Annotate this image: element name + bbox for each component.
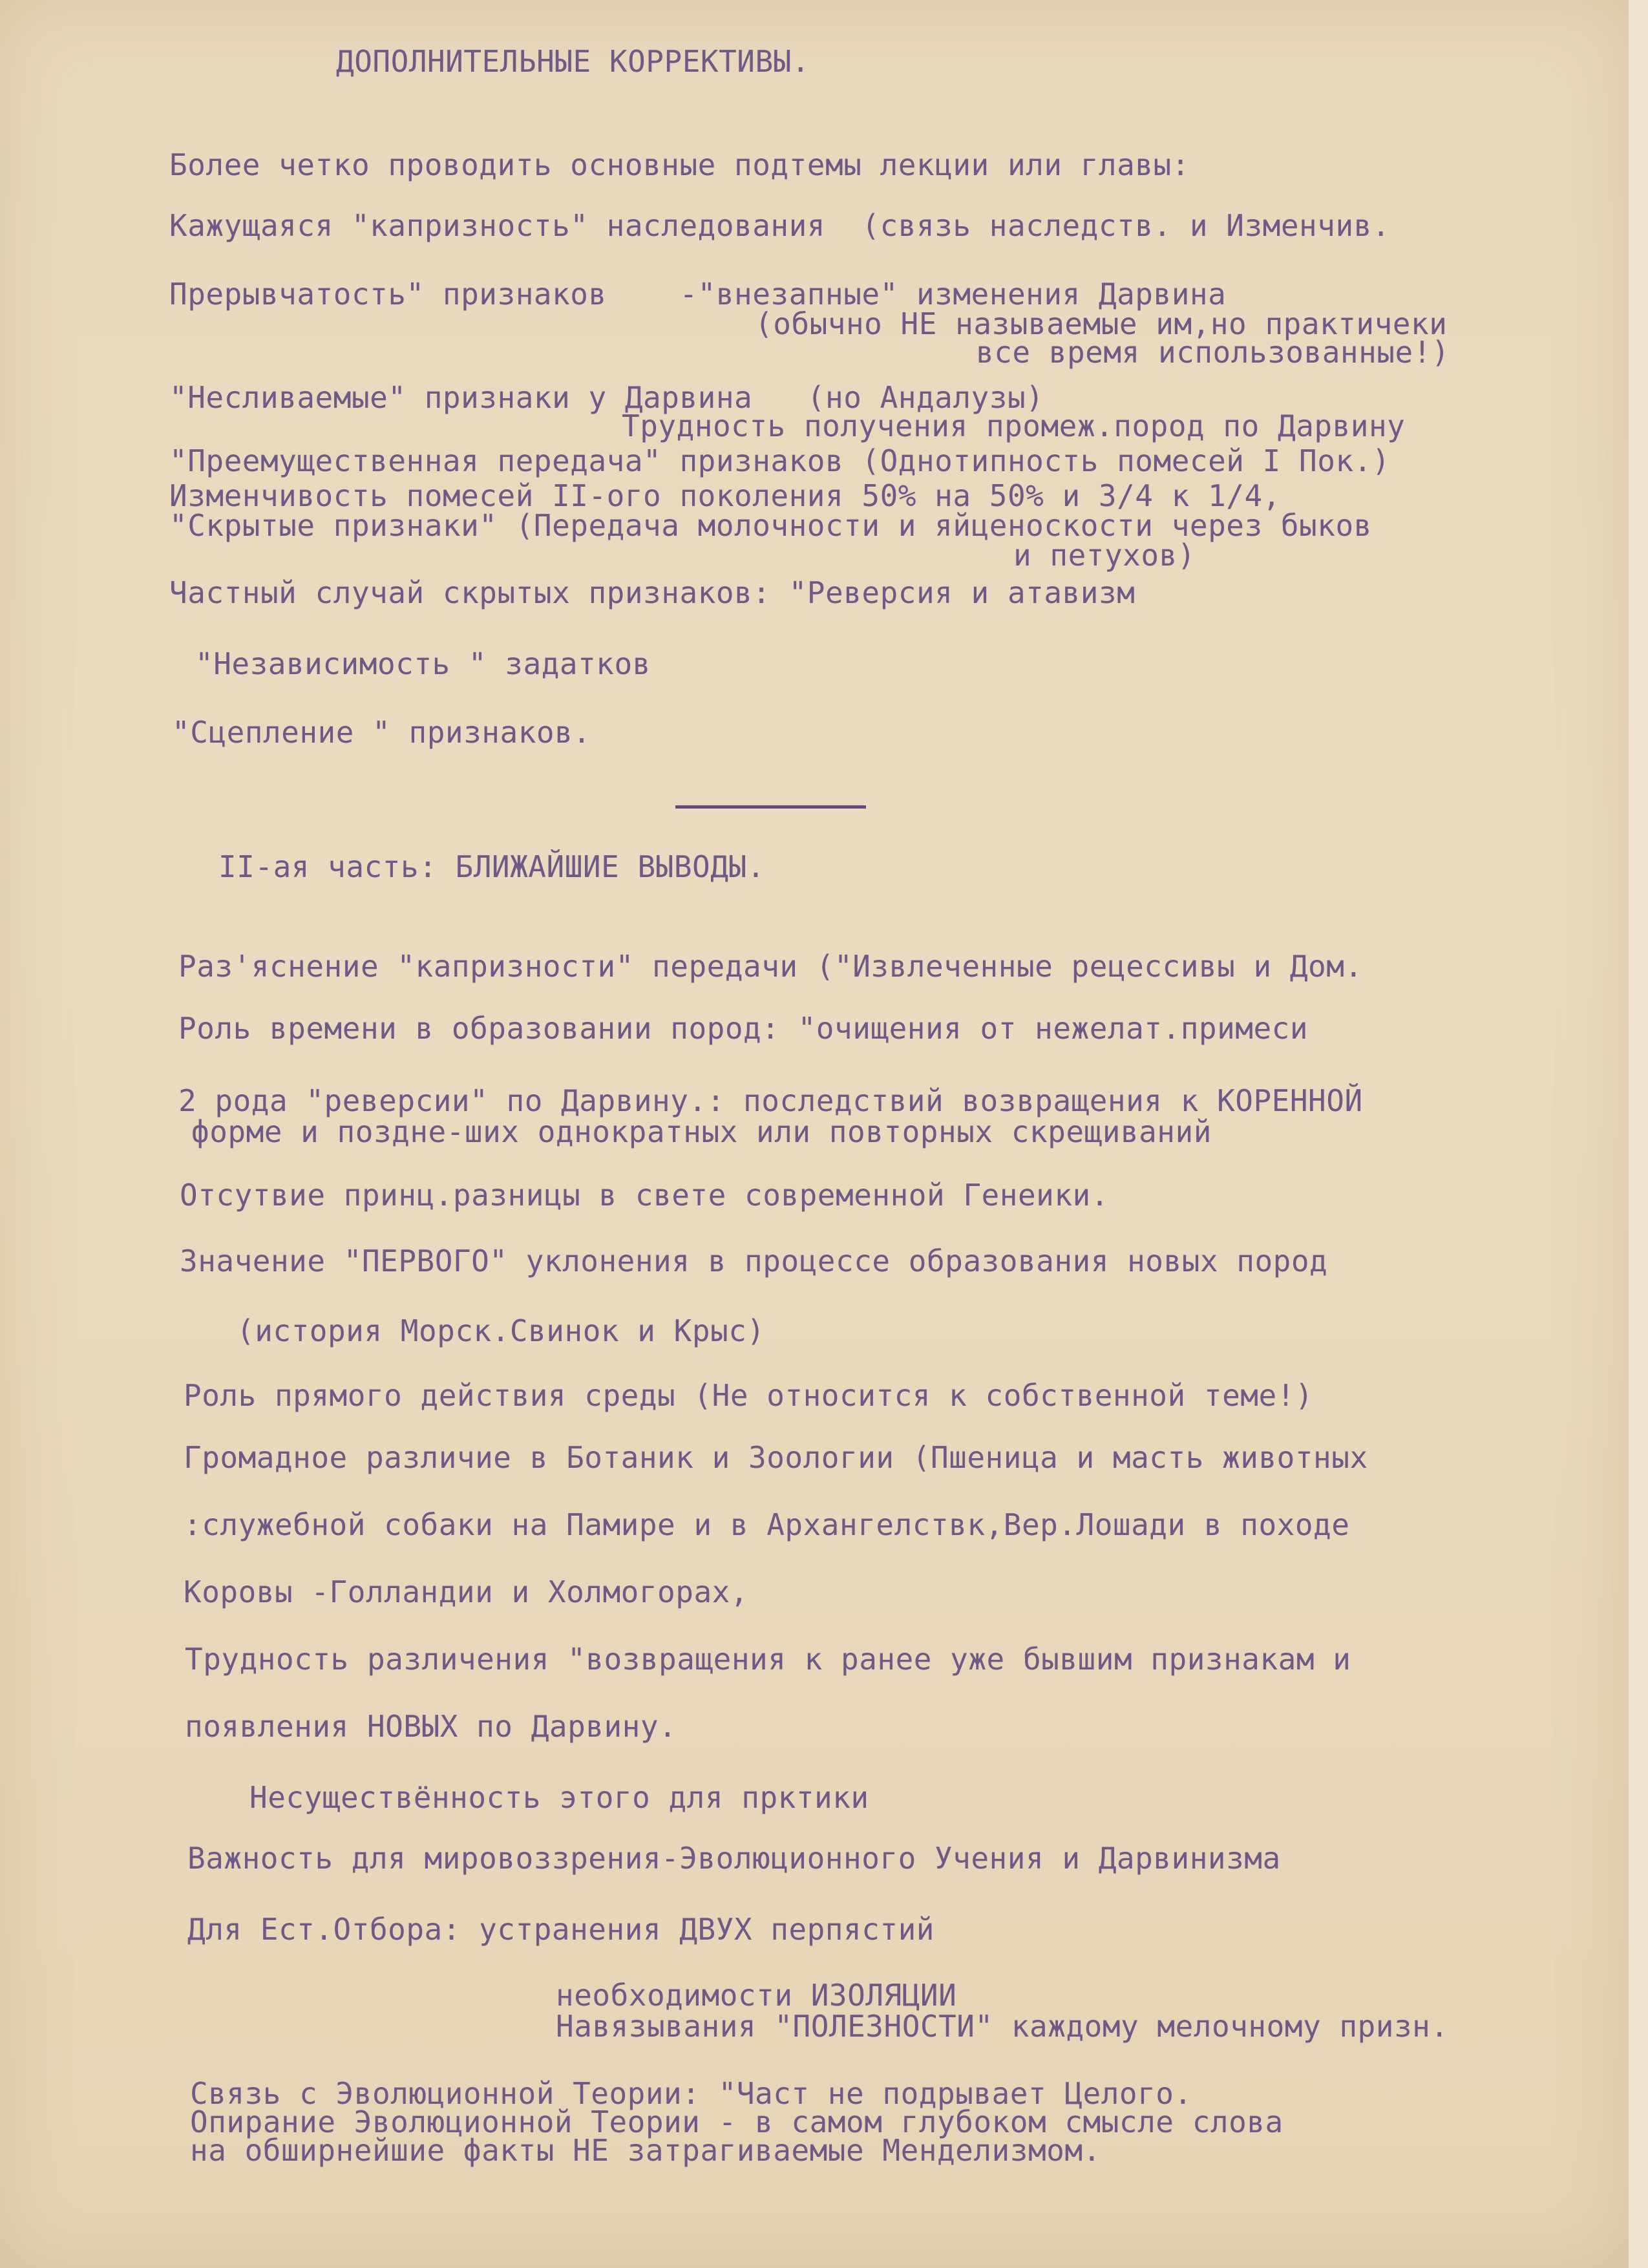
text-line: "Скрытые признаки" (Передача молочности и яйценоскости через быков	[169, 508, 1372, 543]
text-line: появления НОВЫХ по Дарвину.	[185, 1709, 677, 1744]
text-line: Отсутвие принц.разницы в свете современной Генеики.	[180, 1178, 1109, 1213]
text-line: "Независимость " задатков	[195, 646, 651, 681]
text-line: Изменчивость помесей II-ого поколения 50% на 50% и 3/4 к 1/4,	[169, 478, 1281, 513]
section2-heading: II-ая часть: БЛИЖАЙШИЕ ВЫВОДЫ.	[218, 849, 765, 884]
text-line: Несуществённость этого для прктики	[249, 1780, 869, 1815]
text-line: Связь с Эволюционной Теории: "Част не подрывает Целого.	[190, 2076, 1192, 2111]
page-title: ДОПОЛНИТЕЛЬНЫЕ КОРРЕКТИВЫ.	[336, 44, 810, 79]
text-line: и петухов)	[1013, 538, 1196, 573]
text-line: Частный случай скрытых признаков: "Реверсия и атавизм	[169, 575, 1136, 610]
text-line: Для Ест.Отбора: устранения ДВУХ перпястий	[187, 1912, 935, 1947]
text-line: Раз'яснение "капризности" передачи ("Извлеченные рецессивы и Дом.	[178, 949, 1363, 984]
text-line: Трудность получения промеж.пород по Дарвину	[622, 408, 1406, 443]
text-line: "Сцепление " признаков.	[172, 715, 591, 750]
text-line: Навязывания "ПОЛЕЗНОСТИ" каждому мелочному призн.	[556, 2009, 1449, 2044]
section-divider	[675, 805, 866, 809]
text-line: Опирание Эволюционной Теории - в самом глубоком смысле слова	[190, 2104, 1284, 2139]
text-line: (обычно НЕ называемые им,но практичеки	[755, 306, 1448, 341]
text-line: Прерывчатость" признаков -"внезапные" изменения Дарвина	[169, 277, 1227, 312]
text-line: :служебной собаки на Памире и в Архангелствк,Вер.Лошади в походе	[184, 1507, 1350, 1542]
text-line: 2 рода "реверсии" по Дарвину.: последствий возвращения к КОРЕННОЙ	[178, 1083, 1363, 1118]
text-line: необходимости ИЗОЛЯЦИИ	[556, 1978, 957, 2013]
text-line: все время использованные!)	[976, 335, 1450, 370]
text-line: Важность для мировоззрения-Эволюционного Учения и Дарвинизма	[187, 1841, 1281, 1876]
text-line: на обширнейшие факты НЕ затрагиваемые Менделизмом.	[190, 2133, 1101, 2168]
text-line: "Несливаемые" признаки у Дарвина (но Андалузы)	[169, 380, 1044, 415]
text-line: Коровы -Голландии и Холмогорах,	[184, 1574, 749, 1609]
text-line: Значение "ПЕРВОГО" уклонения в процессе образования новых пород	[180, 1244, 1328, 1278]
text-line: Роль прямого действия среды (Не относится к собственной теме!)	[184, 1378, 1314, 1413]
text-line: (история Морск.Свинок и Крыс)	[237, 1313, 765, 1348]
section1-intro: Более четко проводить основные подтемы лекции или главы:	[169, 147, 1190, 182]
text-line: Роль времени в образовании пород: "очищения от нежелат.примеси	[178, 1011, 1309, 1046]
text-line: Кажущаяся "капризность" наследования (связь наследств. и Изменчив.	[169, 208, 1391, 243]
text-line: "Преемущественная передача" признаков (Однотипность помесей I Пок.)	[169, 443, 1391, 478]
text-line: Трудность различения "возвращения к ранее уже бывшим признакам и	[185, 1642, 1351, 1677]
text-line: форме и поздне-ших однократных или повторных скрещиваний	[191, 1114, 1212, 1149]
text-line: Громадное различие в Ботаник и Зоологии (Пшеница и масть животных	[184, 1440, 1368, 1475]
